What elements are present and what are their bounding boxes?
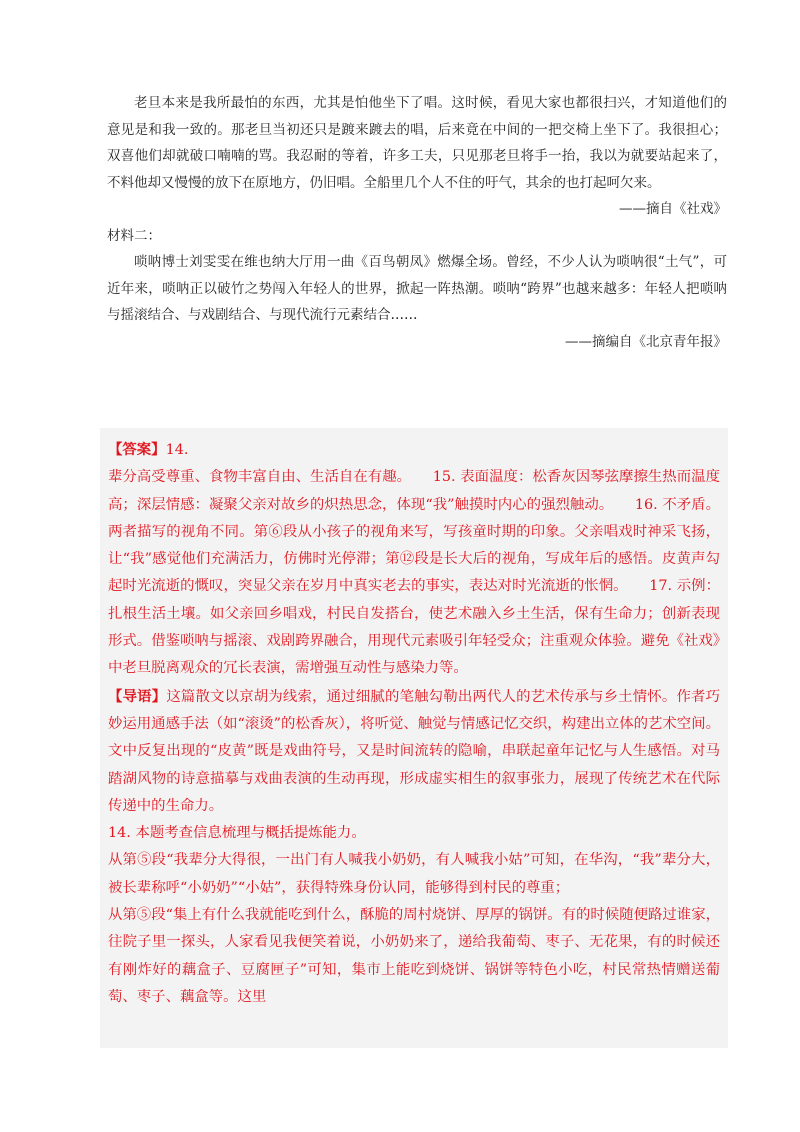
answer-section bbox=[100, 428, 728, 1048]
material-label: 材料二： bbox=[107, 227, 161, 244]
answer-text: 辈分高受尊重、食物丰富自由、生活自在有趣。 15. 表面温度：松香灰因琴弦摩擦生热而温度高；深层情感：凝聚父亲对故乡的炽热思念，体现“我”触摸时内心的强烈触动。 16. 不矛盾。两者描写的视角不同。第⑥段从小孩子的视角来写，写孩童时期的印象。父亲唱戏时神采飞扬，让“我”感觉他们充满活力，仿佛时光停滞；第⑫段是长大后的视角，写成年后的感悟。皮黄声勾起时光流逝的慨叹，突显父亲在岁月中真实老去的事实，表达对时光流逝的怅惘。 17. 示例：扎根生活土壤。如父亲回乡唱戏，村民自发搭台，使艺术融入乡土生活，保有生命力；创新表现形式。借鉴唢呐与摇滚、戏剧跨界融合，用现代元素吸引年轻受众；注重观众体验。避免《社戏》中老旦脱离观众的冗长表演，需增强互动性与感染力等。 bbox=[108, 469, 720, 677]
material-paragraph: 老旦本来是我所最怕的东西，尤其是怕他坐下了唱。这时候，看见大家也都很扫兴，才知道他们的意见是和我一致的。那老旦当初还只是踱来踱去的唱，后来竟在中间的一把交椅上坐下了。我很担心；双喜他们却就破口喃喃的骂。我忍耐的等着，许多工夫，只见那老旦将手一抬，我以为就要站起来了，不料他却又慢慢的放下在原地方，仍旧唱。全船里几个人不住的吁气，其余的也打起呵欠来。 bbox=[107, 95, 728, 191]
guide-tag: 【导语】 bbox=[108, 687, 167, 705]
analysis-text: 从第⑤段“集上有什么我就能吃到什么，酥脆的周村烧饼、厚厚的锅饼。有的时候随便路过谁家，往院子里一探头，人家看见我便笑着说，小奶奶来了，递给我葡萄、枣子、无花果，有的时候还有刚炸好的藕盒子、豆腐匣子”可知，集市上能吃到烧饼、锅饼等特色小吃，村民常热情赠送葡萄、枣子、藕盒等。这里 bbox=[108, 907, 720, 1005]
analysis-heading: 14. 本题考查信息梳理与概括提炼能力。 bbox=[108, 825, 366, 842]
source-citation: ——摘编自《北京青年报》 bbox=[565, 333, 727, 350]
material-paragraph: 唢呐博士刘雯雯在维也纳大厅用一曲《百鸟朝凤》燃爆全场。曾经，不少人认为唢呐很“土气”，可近年来，唢呐正以破竹之势闯入年轻人的世界，掀起一阵热潮。唢呐“跨界”也越来越多：年轻人把唢呐与摇滚结合、与戏剧结合、与现代流行元素结合…… bbox=[107, 254, 727, 323]
analysis-text: 从第⑤段“我辈分大得很，一出门有人喊我小奶奶，有人喊我小姑”可知，在华沟，“我”辈分大，被长辈称呼“小奶奶”“小姑”，获得特殊身份认同，能够得到村民的尊重； bbox=[108, 852, 720, 896]
reading-material bbox=[107, 90, 727, 355]
guide-text: 【导语】这篇散文以京胡为线索，通过细腻的笔触勾勒出两代人的艺术传承与乡土情怀。作者巧妙运用通感手法（如“滚烫”的松香灰），将听觉、触觉与情感记忆交织，构建出立体的艺术空间。文中反复出现的“皮黄”既是戏曲符号，又是时间流转的隐喻，串联起童年记忆与人生感悟。对马踏湖风物的诗意描摹与戏曲表演的生动再现，形成虚实相生的叙事张力，展现了传统艺术在代际传递中的生命力。 bbox=[108, 687, 720, 814]
answer-heading: 【答案】14. bbox=[108, 441, 189, 458]
source-citation: ——摘自《社戏》 bbox=[619, 201, 727, 217]
answer-tag: 【答案】 bbox=[108, 441, 166, 458]
